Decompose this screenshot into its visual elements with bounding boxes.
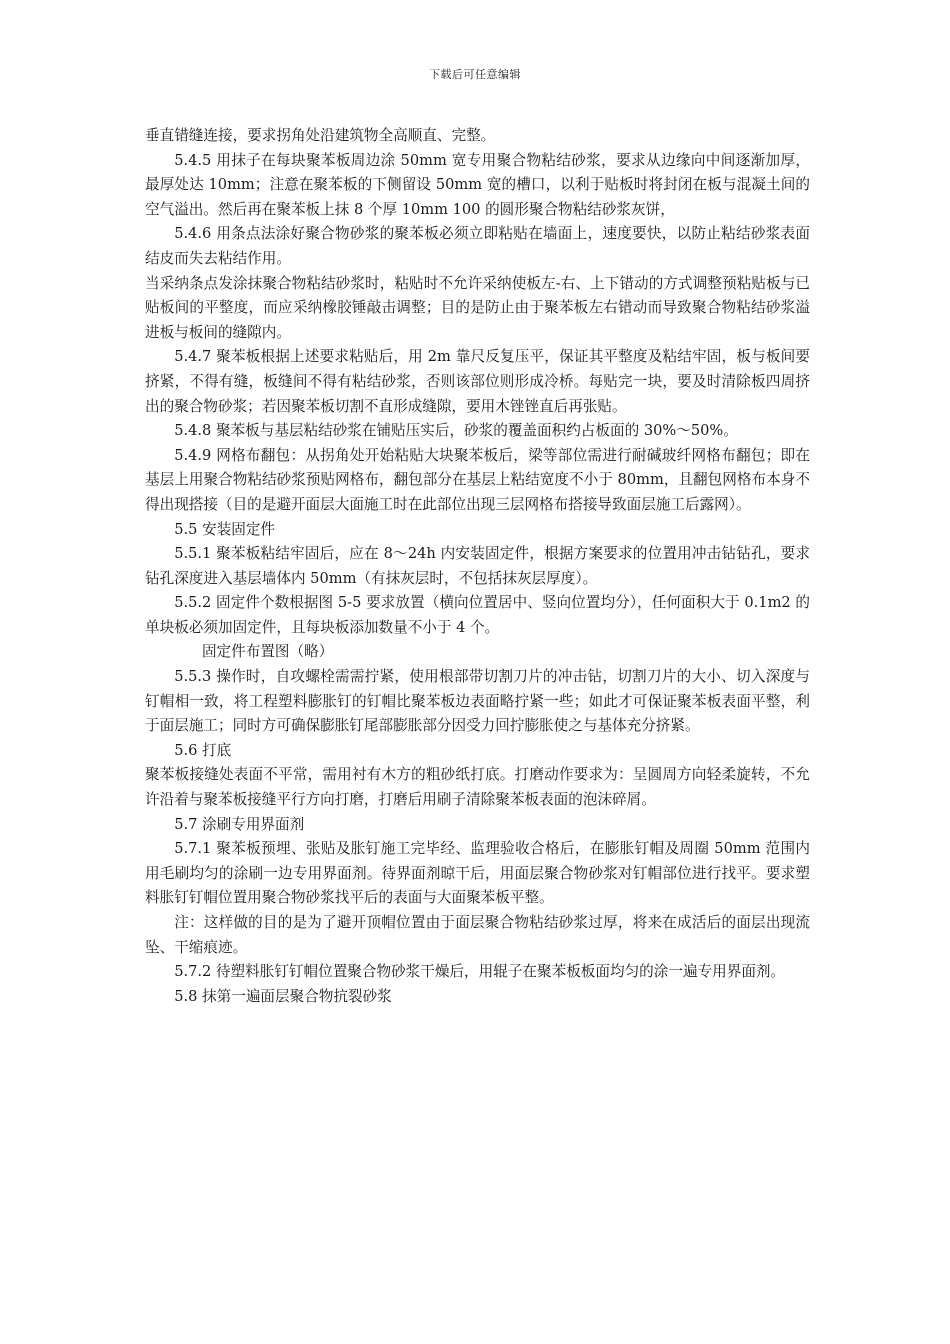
section-heading: 5.6 打底 [174,741,232,759]
document-body [145,124,810,1009]
section-heading: 5.7 涂刷专用界面剂 [174,815,305,833]
paragraph: 5.4.5 用抹子在每块聚苯板周边涂 50mm 宽专用聚合物粘结砂浆，要求从边缘向中间逐渐加厚，最厚处达 10mm；注意在聚苯板的下侧留设 50mm 宽的槽口，以利于贴板时将封闭在板与混凝土间的空气溢出。然后再在聚苯板上抹 8 个厚 10mm 100 的圆形聚合物粘结砂浆灰饼， [145,151,810,218]
paragraph: 5.5.1 聚苯板粘结牢固后，应在 8～24h 内安装固定件，根据方案要求的位置用冲击钻钻孔，要求钻孔深度进入基层墙体内 50mm（有抹灰层时，不包括抹灰层厚度）。 [145,545,810,587]
paragraph: 5.5.2 固定件个数根据图 5-5 要求放置（横向位置居中、竖向位置均分），任何面积大于 0.1m2 的单块板必须加固定件，且每块板添加数量不小于 4 个。 [145,594,810,636]
paragraph: 5.7.1 聚苯板预埋、张贴及胀钉施工完毕经、监理验收合格后，在膨胀钉帽及周圈 50mm 范围内用毛刷均匀的涂刷一边专用界面剂。待界面剂晾干后，用面层聚合物砂浆对钉帽部位进行找平。要求塑料胀钉钉帽位置用聚合物砂浆找平后的表面与大面聚苯板平整。 [145,840,810,907]
page-header: 下载后可任意编辑 [429,68,521,81]
note-paragraph: 注：这样做的目的是为了避开顶帽位置由于面层聚合物粘结砂浆过厚，将来在成活后的面层出现流坠、干缩痕迹。 [145,914,810,956]
paragraph: 5.4.6 用条点法涂好聚合物砂浆的聚苯板必须立即粘贴在墙面上，速度要快，以防止粘结砂浆表面结皮而失去粘结作用。 [145,225,810,267]
section-heading: 5.5 安装固定件 [174,520,276,538]
paragraph: 5.7.2 待塑料胀钉钉帽位置聚合物砂浆干燥后，用辊子在聚苯板板面均匀的涂一遍专用界面剂。 [174,963,786,981]
paragraph: 5.5.3 操作时，自攻螺栓需需拧紧，使用根部带切割刀片的冲击钻，切割刀片的大小、切入深度与钉帽相一致，将工程塑料膨胀钉的钉帽比聚苯板边表面略拧紧一些；如此才可保证聚苯板表面平整，利于面层施工；同时方可确保膨胀钉尾部膨胀部分因受力回拧膨胀使之与基体充分挤紧。 [145,668,810,735]
paragraph: 当采纳条点发涂抹聚合物粘结砂浆时，粘贴时不允许采纳使板左-右、上下错动的方式调整预粘贴板与已贴板间的平整度，而应采纳橡胶锤敲击调整；目的是防止由于聚苯板左右错动而导致聚合物粘结砂浆溢进板与板间的缝隙内。 [145,274,810,341]
paragraph: 5.4.7 聚苯板根据上述要求粘贴后，用 2m 靠尺反复压平，保证其平整度及粘结牢固，板与板间要挤紧，不得有缝，板缝间不得有粘结砂浆，否则该部位则形成冷桥。每贴完一块，要及时清除板四周挤出的聚合物砂浆；若因聚苯板切割不直形成缝隙，要用木锉锉直后再张贴。 [145,348,810,415]
section-heading: 5.8 抹第一遍面层聚合物抗裂砂浆 [174,987,392,1005]
paragraph: 5.4.9 网格布翻包：从拐角处开始粘贴大块聚苯板后，梁等部位需进行耐碱玻纤网格布翻包；即在基层上用聚合物粘结砂浆预贴网格布，翻包部分在基层上粘结宽度不小于 80mm，且翻包网格布本身不得出现搭接（目的是避开面层大面施工时在此部位出现三层网格布搭接导致面层施工后露网）。 [145,446,810,513]
paragraph: 聚苯板接缝处表面不平常，需用衬有木方的粗砂纸打底。打磨动作要求为：呈圆周方向轻柔旋转，不允许沿着与聚苯板接缝平行方向打磨，打磨后用刷子清除聚苯板表面的泡沫碎屑。 [145,766,810,809]
paragraph: 垂直错缝连接，要求拐角处沿建筑物全高顺直、完整。 [145,127,496,144]
paragraph: 5.4.8 聚苯板与基层粘结砂浆在铺贴压实后，砂浆的覆盖面积约占板面的 30%～50%。 [174,422,738,440]
figure-caption: 固定件布置图（略） [201,643,334,661]
